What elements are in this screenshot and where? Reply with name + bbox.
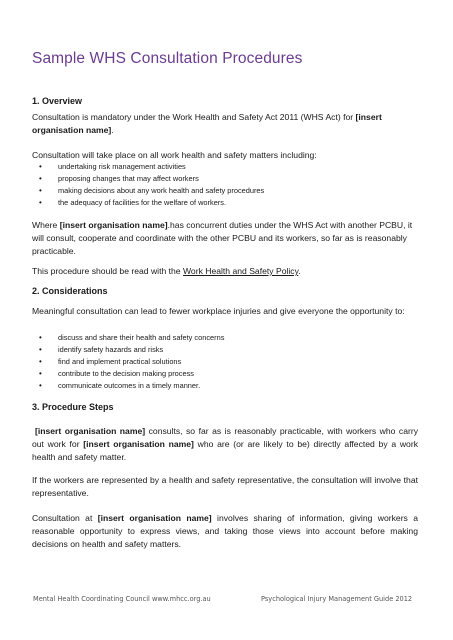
org-name-placeholder: [insert organisation name] [59,220,168,230]
org-name-placeholder: [insert organisation name] [32,112,382,135]
text-run: Consultation at [32,513,98,523]
text-run: Where [32,220,60,230]
list-item: • find and implement practical solutions [32,356,422,368]
text-run: Consultation is mandatory under the Work Health and Safety Act 2011 (WHS Act) for [32,112,356,122]
procedure-paragraph-2: If the workers are represented by a health and safety representative, the consultation will involve that representative. [32,475,418,498]
list-item: • discuss and share their health and safety concerns [32,332,422,344]
text-run: .has concurrent duties under the WHS Act with another PCBU, it will consult, cooperate and coordinate with the other PCBU and its workers, so far as is reasonably practicable. [32,220,413,256]
overview-paragraph-1 [32,111,418,137]
list-item: • proposing changes that may affect workers [32,173,422,185]
text-run: . [298,266,301,276]
org-name-placeholder: [insert organisation name] [83,439,194,449]
policy-link[interactable]: Work Health and Safety Policy [182,266,299,276]
text-run: who are (or are likely to be) directly affected by a work health and safety matter. [32,439,418,462]
list-item: • the adequacy of facilities for the welfare of workers. [32,197,422,209]
list-item: • undertaking risk management activities [32,161,422,173]
overview-paragraph-4 [32,265,418,278]
page-title: Sample WHS Consultation Procedures [32,50,303,67]
section-heading-overview: 1. Overview [32,96,83,106]
overview-bullet-list [32,161,422,209]
overview-paragraph-2: Consultation will take place on all work health and safety matters including: [32,150,317,160]
list-item: • identify safety hazards and risks [32,344,422,356]
considerations-paragraph: Meaningful consultation can lead to fewer workplace injuries and give everyone the opportunity to: [32,306,405,316]
list-item: • contribute to the decision making process [32,368,422,380]
considerations-bullet-list [32,332,422,392]
org-name-placeholder: [insert organisation name] [97,513,212,523]
overview-paragraph-3 [32,219,418,258]
list-item: • communicate outcomes in a timely manner. [32,380,422,392]
procedure-paragraph-1 [32,425,418,464]
text-run: This procedure should be read with the [32,266,183,276]
text-run: consults, so far as is reasonably practicable, with workers who carry out work for [32,426,419,449]
text-run: involves sharing of information, giving workers a reasonable opportunity to express views, and taking those views into account before making decisions on health and safety matters. [32,513,419,549]
list-item: • making decisions about any work health and safety procedures [32,185,422,197]
text-run: . [111,125,114,135]
section-heading-considerations: 2. Considerations [32,286,108,296]
footer-right: Psychological Injury Management Guide 2012 [261,595,413,603]
org-name-placeholder: [insert organisation name] [35,426,146,436]
footer-left: Mental Health Coordinating Council www.mhcc.org.au [33,595,211,603]
procedure-paragraph-3 [32,512,418,551]
section-heading-procedure-steps: 3. Procedure Steps [32,402,114,412]
